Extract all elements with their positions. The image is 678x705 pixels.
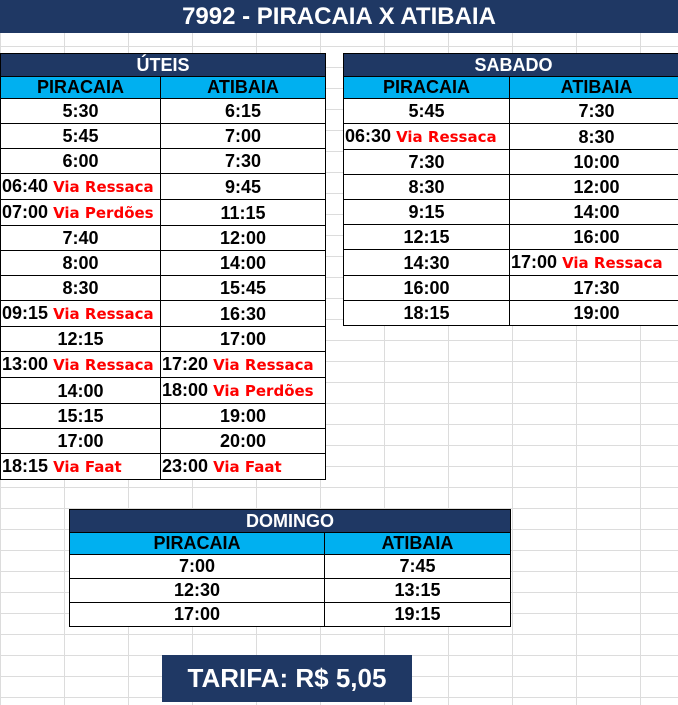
uteis-piracaia-time-cell	[1, 352, 161, 378]
uteis-piracaia-time-cell	[1, 149, 161, 174]
uteis-piracaia-time-cell	[1, 404, 161, 429]
departure-time: 09:15	[2, 303, 49, 323]
departure-time: 7:30	[578, 101, 615, 121]
sabado-atibaia-time-cell	[510, 150, 678, 175]
departure-time: 9:45	[224, 176, 262, 197]
sabado-atibaia-time-cell	[510, 301, 678, 326]
sabado-atibaia-time-cell	[510, 175, 678, 200]
sabado-atibaia-time-cell	[510, 99, 678, 124]
departure-time: 12:15	[57, 329, 104, 349]
table-row	[70, 603, 511, 627]
departure-time: 19:00	[219, 406, 267, 426]
uteis-piracaia-time-cell	[1, 99, 161, 124]
departure-time: 7:00	[178, 556, 216, 576]
table-row	[1, 378, 326, 404]
sabado-title: SABADO	[344, 54, 678, 77]
departure-time: 16:00	[573, 227, 620, 247]
uteis-atibaia-time-cell	[161, 378, 326, 404]
uteis-piracaia-time-cell	[1, 276, 161, 301]
table-row	[1, 174, 326, 200]
sabado-rows	[344, 99, 678, 326]
sabado-piracaia-time-cell	[344, 150, 510, 175]
departure-time: 7:45	[399, 556, 436, 576]
departure-time: 7:30	[408, 152, 445, 172]
table-row	[1, 429, 326, 454]
table-row	[1, 454, 326, 480]
tarifa-box: TARIFA: R$ 5,05	[162, 655, 412, 702]
uteis-atibaia-time-cell	[161, 327, 326, 352]
table-row	[344, 200, 678, 225]
route-via-note: Via Ressaca	[213, 356, 314, 374]
table-row	[70, 555, 511, 579]
departure-time: 8:00	[62, 253, 99, 273]
domingo-piracaia-time-cell	[70, 555, 325, 579]
table-row	[344, 276, 678, 301]
domingo-piracaia-time-cell	[70, 603, 325, 627]
route-via-note: Via Faat	[213, 458, 282, 476]
sabado-piracaia-time-cell	[344, 200, 510, 225]
uteis-atibaia-time-cell	[161, 226, 326, 251]
departure-time: 14:30	[403, 252, 450, 273]
table-row	[1, 149, 326, 174]
uteis-piracaia-time-cell	[1, 429, 161, 454]
sabado-piracaia-time-cell	[344, 225, 510, 250]
departure-time: 18:00	[162, 380, 209, 400]
table-row	[344, 250, 678, 276]
departure-time: 8:30	[62, 278, 99, 298]
uteis-title: ÚTEIS	[1, 54, 326, 77]
uteis-schedule-table	[0, 53, 326, 480]
route-via-note: Via Ressaca	[53, 305, 154, 323]
route-via-note: Via Perdões	[213, 382, 314, 400]
uteis-piracaia-time-cell	[1, 124, 161, 149]
sabado-piracaia-time-cell	[344, 124, 510, 150]
domingo-title: DOMINGO	[70, 510, 511, 533]
departure-time: 11:15	[220, 202, 266, 223]
route-via-note: Via Ressaca	[562, 254, 663, 272]
departure-time: 23:00	[162, 456, 209, 476]
departure-time: 6:00	[62, 151, 99, 171]
uteis-rows	[1, 99, 326, 480]
table-row	[1, 327, 326, 352]
uteis-atibaia-time-cell	[161, 352, 326, 378]
uteis-atibaia-time-cell	[161, 124, 326, 149]
departure-time: 17:20	[162, 354, 209, 374]
uteis-piracaia-time-cell	[1, 226, 161, 251]
uteis-atibaia-time-cell	[161, 404, 326, 429]
uteis-piracaia-time-cell	[1, 301, 161, 327]
departure-time: 5:30	[62, 101, 99, 121]
route-via-note: Via Ressaca	[53, 356, 154, 374]
uteis-piracaia-time-cell	[1, 327, 161, 352]
domingo-atibaia-time-cell	[325, 555, 511, 579]
departure-time: 14:00	[219, 253, 267, 273]
departure-time: 17:00	[219, 329, 267, 349]
table-row	[1, 200, 326, 226]
departure-time: 5:45	[62, 126, 99, 146]
table-row	[1, 99, 326, 124]
uteis-piracaia-time-cell	[1, 454, 161, 480]
uteis-atibaia-time-cell	[161, 174, 326, 200]
uteis-atibaia-time-cell	[161, 149, 326, 174]
table-row	[344, 175, 678, 200]
uteis-atibaia-time-cell	[161, 276, 326, 301]
domingo-atibaia-time-cell	[325, 603, 511, 627]
table-row	[344, 124, 678, 150]
departure-time: 10:00	[573, 152, 620, 172]
departure-time: 12:00	[573, 177, 620, 197]
table-row	[344, 301, 678, 326]
table-row	[1, 352, 326, 378]
uteis-piracaia-time-cell	[1, 174, 161, 200]
sabado-header-atibaia: ATIBAIA	[510, 77, 678, 99]
departure-time: 15:45	[219, 278, 267, 298]
uteis-atibaia-time-cell	[161, 251, 326, 276]
departure-time: 7:30	[224, 151, 262, 171]
table-row	[1, 404, 326, 429]
departure-time: 17:00	[173, 604, 221, 624]
departure-time: 16:00	[403, 278, 450, 298]
domingo-rows	[70, 555, 511, 627]
route-via-note: Via Perdões	[53, 204, 154, 222]
departure-time: 14:00	[57, 380, 104, 401]
departure-time: 06:40	[2, 176, 49, 196]
uteis-piracaia-time-cell	[1, 251, 161, 276]
departure-time: 12:00	[219, 228, 267, 248]
uteis-atibaia-time-cell	[161, 301, 326, 327]
table-row	[1, 276, 326, 301]
departure-time: 7:00	[224, 126, 262, 146]
departure-time: 7:40	[62, 228, 99, 248]
uteis-piracaia-time-cell	[1, 200, 161, 226]
sabado-piracaia-time-cell	[344, 175, 510, 200]
uteis-atibaia-time-cell	[161, 429, 326, 454]
route-via-note: Via Ressaca	[396, 128, 497, 146]
domingo-header-atibaia: ATIBAIA	[325, 533, 511, 555]
departure-time: 06:30	[345, 126, 392, 146]
departure-time: 14:00	[573, 202, 620, 222]
departure-time: 20:00	[219, 431, 267, 451]
departure-time: 13:00	[2, 354, 49, 374]
route-via-note: Via Ressaca	[53, 178, 154, 196]
sabado-schedule-table	[343, 53, 678, 326]
sabado-atibaia-time-cell	[510, 200, 678, 225]
table-row	[344, 150, 678, 175]
table-row	[1, 226, 326, 251]
departure-time: 17:00	[511, 252, 558, 272]
departure-time: 17:30	[573, 278, 620, 298]
departure-time: 16:30	[219, 303, 267, 324]
departure-time: 18:15	[2, 456, 49, 476]
table-row	[1, 251, 326, 276]
route-via-note: Via Faat	[53, 458, 122, 476]
domingo-schedule-table	[69, 509, 511, 627]
sabado-atibaia-time-cell	[510, 276, 678, 301]
page-title: 7992 - PIRACAIA X ATIBAIA	[0, 0, 678, 33]
domingo-atibaia-time-cell	[325, 579, 511, 603]
departure-time: 12:15	[403, 227, 450, 247]
table-row	[70, 579, 511, 603]
sabado-piracaia-time-cell	[344, 250, 510, 276]
departure-time: 17:00	[57, 431, 104, 451]
departure-time: 07:00	[2, 202, 49, 222]
uteis-atibaia-time-cell	[161, 200, 326, 226]
sabado-piracaia-time-cell	[344, 276, 510, 301]
departure-time: 9:15	[408, 202, 445, 222]
table-row	[1, 124, 326, 149]
departure-time: 12:30	[173, 580, 221, 600]
uteis-atibaia-time-cell	[161, 99, 326, 124]
uteis-header-atibaia: ATIBAIA	[161, 77, 326, 99]
departure-time: 19:15	[394, 604, 441, 624]
departure-time: 8:30	[578, 126, 615, 147]
uteis-header-piracaia: PIRACAIA	[1, 77, 161, 99]
departure-time: 6:15	[224, 101, 262, 121]
sabado-piracaia-time-cell	[344, 301, 510, 326]
table-row	[344, 99, 678, 124]
domingo-header-piracaia: PIRACAIA	[70, 533, 325, 555]
sabado-atibaia-time-cell	[510, 124, 678, 150]
table-row	[1, 301, 326, 327]
departure-time: 19:00	[573, 303, 620, 323]
sabado-atibaia-time-cell	[510, 225, 678, 250]
departure-time: 8:30	[408, 177, 445, 197]
departure-time: 15:15	[57, 406, 104, 426]
sabado-piracaia-time-cell	[344, 99, 510, 124]
domingo-piracaia-time-cell	[70, 579, 325, 603]
departure-time: 18:15	[403, 303, 450, 323]
uteis-atibaia-time-cell	[161, 454, 326, 480]
uteis-piracaia-time-cell	[1, 378, 161, 404]
sabado-header-piracaia: PIRACAIA	[344, 77, 510, 99]
departure-time: 13:15	[394, 580, 441, 600]
sabado-atibaia-time-cell	[510, 250, 678, 276]
table-row	[344, 225, 678, 250]
departure-time: 5:45	[408, 101, 445, 121]
